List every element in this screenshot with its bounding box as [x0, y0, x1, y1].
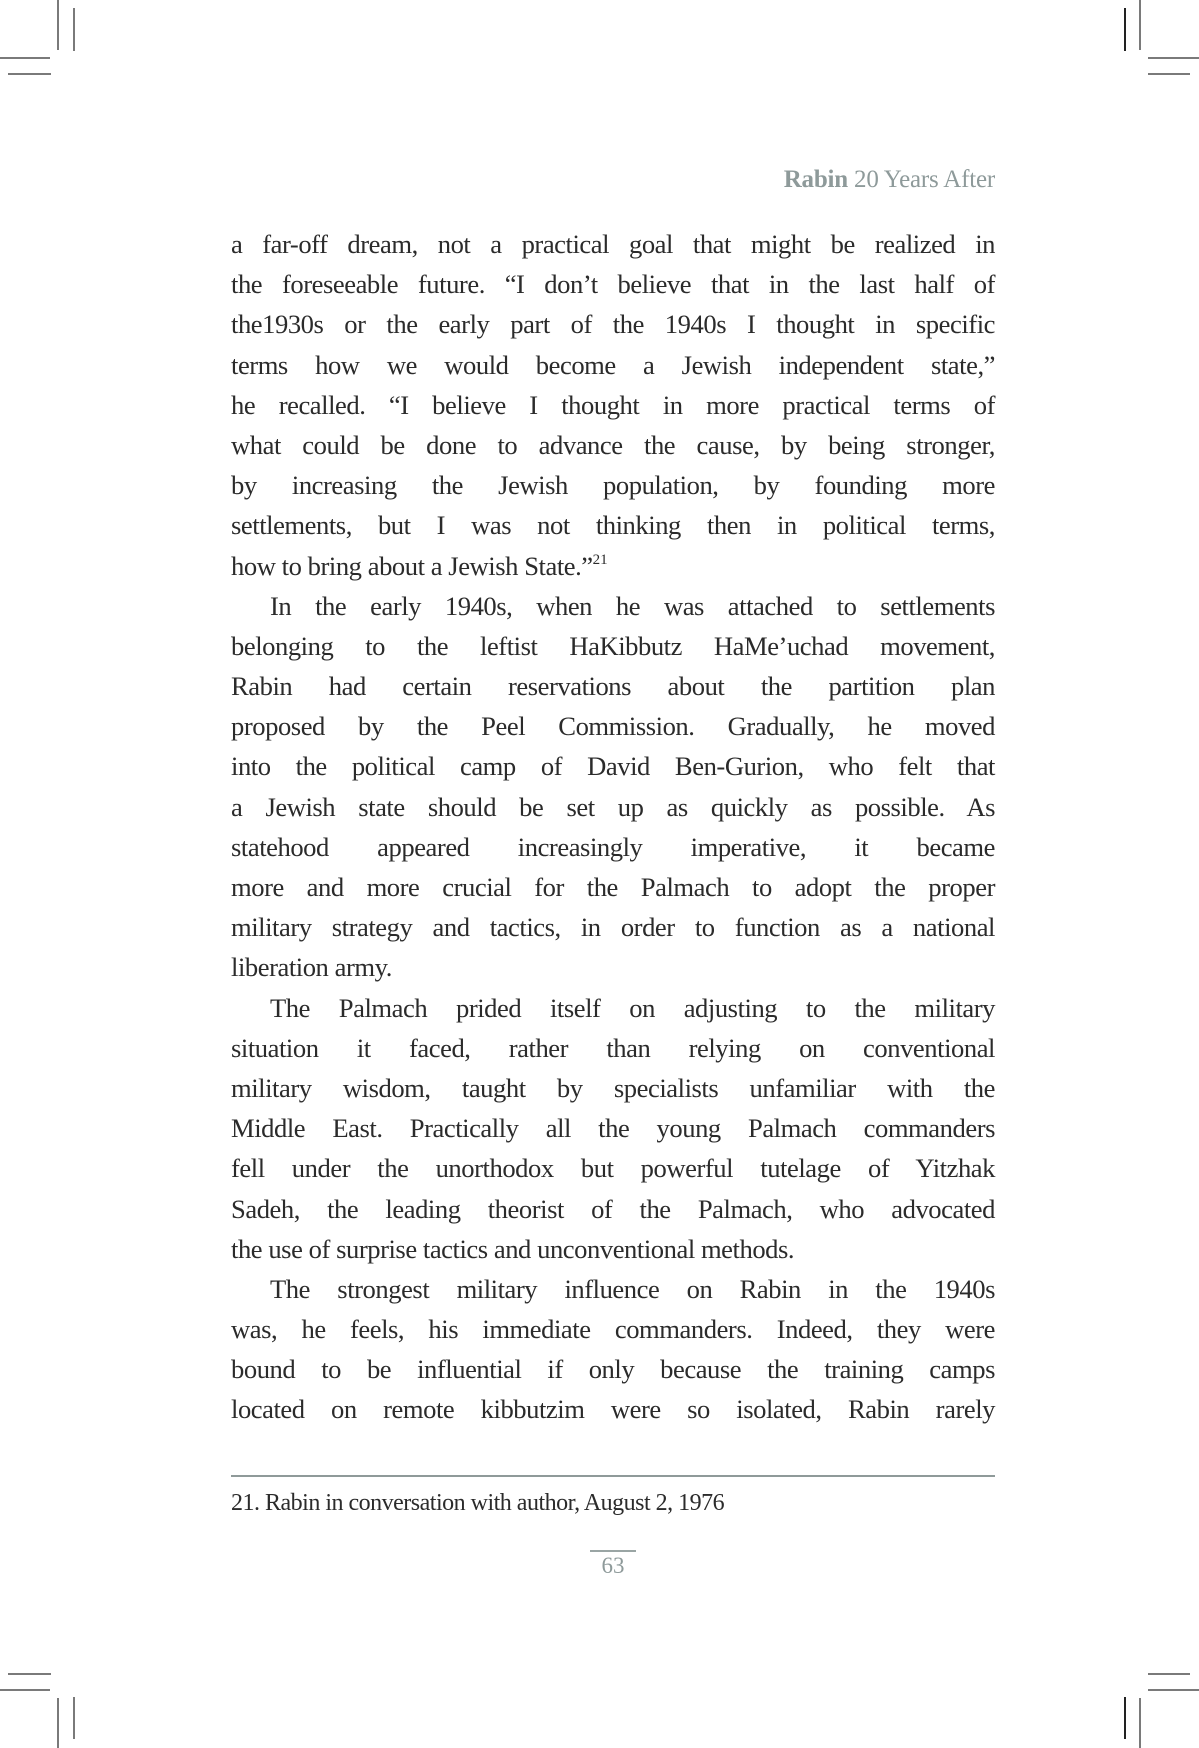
text-line: by increasing the Jewish population, by founding more [231, 470, 995, 501]
text-line: terms how we would become a Jewish independent state,” [231, 349, 995, 380]
text-line: military strategy and tactics, in order to function as a national [231, 912, 995, 943]
crop-mark [0, 57, 50, 59]
paragraph [231, 586, 995, 988]
running-header [784, 166, 995, 194]
crop-mark [73, 1697, 75, 1739]
text-line: The strongest military influence on Rabin in the 1940s [270, 1273, 995, 1304]
text-line: fell under the unorthodox but powerful tutelage of Yitzhak [231, 1153, 995, 1184]
text-line: into the political camp of David Ben-Gurion, who felt that [231, 751, 995, 782]
crop-mark [1148, 57, 1199, 59]
paragraph [231, 1269, 995, 1430]
text-line: the use of surprise tactics and unconventional methods. [231, 1233, 795, 1264]
text-line: the1930s or the early part of the 1940s I thought in specific [231, 309, 995, 340]
text-line: Sadeh, the leading theorist of the Palmach, who advocated [231, 1193, 995, 1224]
text-line: Rabin had certain reservations about the partition plan [231, 671, 995, 702]
text-line: a Jewish state should be set up as quickly as possible. As [231, 791, 995, 822]
text-line [231, 546, 995, 586]
text-line: more and more crucial for the Palmach to adopt the proper [231, 872, 995, 902]
crop-mark [1148, 1689, 1199, 1691]
crop-mark [1139, 0, 1141, 50]
text-line: was, he feels, his immediate commanders. Indeed, they were [231, 1314, 995, 1345]
footnote-divider [231, 1475, 995, 1477]
crop-mark [1148, 1673, 1190, 1675]
page-number: 63 [601, 1553, 625, 1578]
footnote-21: 21. Rabin in conversation with author, August 2, 1976 [231, 1490, 725, 1516]
text-line: he recalled. “I believe I thought in more practical terms of [231, 389, 995, 420]
paragraph [231, 988, 995, 1269]
crop-mark [57, 0, 59, 50]
text-line: proposed by the Peel Commission. Gradually, he moved [231, 711, 995, 742]
text-line: liberation army. [231, 952, 392, 983]
crop-mark [57, 1698, 59, 1748]
text-line: a far-off dream, not a practical goal that might be realized in [231, 229, 995, 259]
running-header-author: Rabin [783, 166, 848, 193]
footnote-reference[interactable]: 21 [592, 551, 608, 568]
body-text [231, 224, 995, 1430]
crop-mark [0, 1689, 50, 1691]
crop-mark [8, 1673, 51, 1675]
text-line: the foreseeable future. “I don’t believe that in the last half of [231, 269, 995, 300]
text-line: situation it faced, rather than relying on conventional [231, 1032, 995, 1063]
text-line: settlements, but I was not thinking then in political terms, [231, 510, 995, 541]
text-line-content: how to bring about a Jewish State.” [231, 550, 593, 581]
crop-mark [1139, 1698, 1141, 1748]
crop-mark [73, 8, 75, 51]
text-line: bound to be influential if only because the training camps [231, 1354, 995, 1385]
crop-mark [1148, 73, 1190, 75]
crop-mark [8, 73, 51, 75]
text-line: The Palmach prided itself on adjusting to the military [270, 992, 995, 1023]
text-line: military wisdom, taught by specialists unfamiliar with the [231, 1072, 995, 1103]
running-header-title: 20 Years After [848, 166, 995, 193]
text-line: located on remote kibbutzim were so isolated, Rabin rarely [231, 1394, 995, 1425]
crop-mark [1124, 1697, 1126, 1739]
text-line: statehood appeared increasingly imperative, it became [231, 831, 995, 862]
crop-mark [1124, 8, 1126, 51]
text-line: what could be done to advance the cause, by being stronger, [231, 429, 995, 460]
text-line: belonging to the leftist HaKibbutz HaMe’uchad movement, [231, 630, 995, 661]
text-line: In the early 1940s, when he was attached to settlements [270, 590, 995, 621]
paragraph [231, 224, 995, 586]
page-number-divider [590, 1550, 636, 1552]
text-line: Middle East. Practically all the young Palmach commanders [231, 1113, 995, 1144]
